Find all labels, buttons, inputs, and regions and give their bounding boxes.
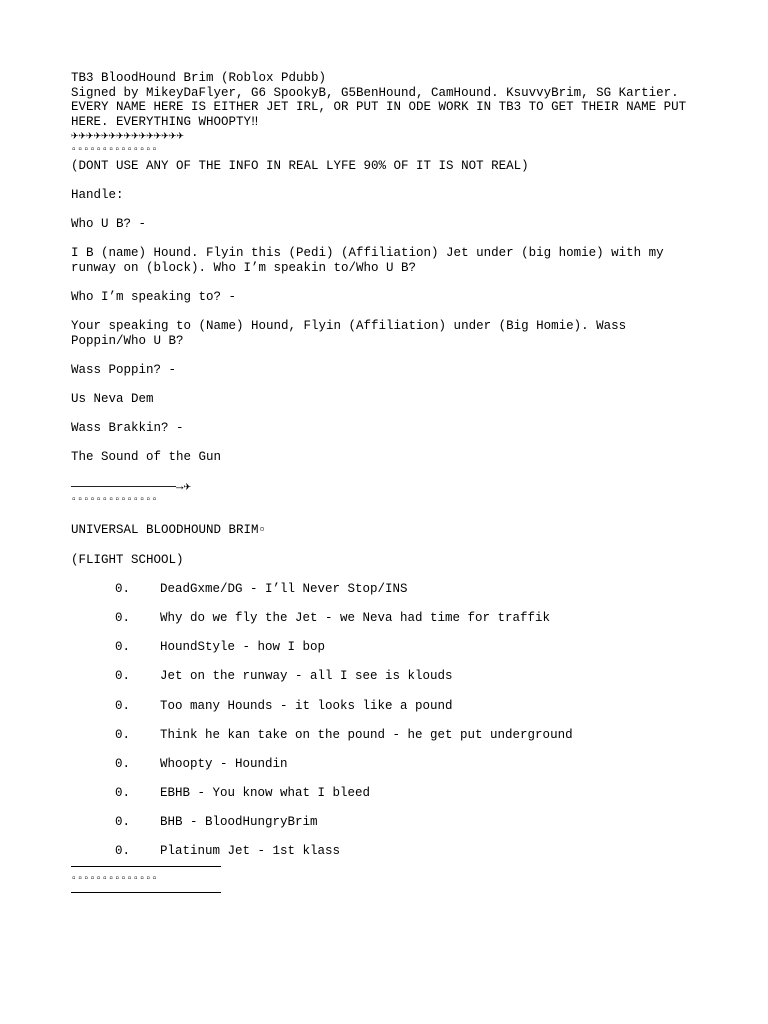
list-item [71,844,701,859]
list-number: 0. [115,756,131,771]
horizontal-rule [71,866,221,867]
list-number: 0. [115,698,131,713]
list-number: 0. [115,786,131,801]
list-number: 0. [115,610,131,625]
box-row: ▫▫▫▫▫▫▫▫▫▫▫▫▫▫ [71,495,158,507]
signed-by-text: Signed by MikeyDaFlyer, G6 SpookyB, G5BenHound, CamHound. KsuvvyBrim, SG Kartier. EVERY NAME HERE IS EITHER JET IRL, OR PUT IN ODE WORK IN TB3 TO GET THEIR NAME PUT HERE. EVERYTHING WHOOPTY‼ [71,85,694,129]
list-number: 0. [115,844,131,859]
answer-wass-brakkin: The Sound of the Gun [71,450,222,465]
list-item [71,815,701,830]
list-item-text: DeadGxme/DG - I’ll Never Stop/INS [160,581,408,596]
disclaimer-text: (DONT USE ANY OF THE INFO IN REAL LYFE 90% OF IT IS NOT REAL) [71,158,529,173]
list-item-text: Why do we fly the Jet - we Neva had time for traffik [160,610,551,625]
list-item [71,757,701,772]
answer-who-speaking: Your speaking to (Name) Hound, Flyin (Affiliation) under (Big Homie). Wass Poppin/Who U B? [71,319,634,348]
question-who-u-b: Who U B? - [71,216,147,231]
list-item [71,699,701,714]
list-number: 0. [115,669,131,684]
box-row: ▫▫▫▫▫▫▫▫▫▫▫▫▫▫ [71,144,158,156]
section-subtitle: (FLIGHT SCHOOL) [71,552,184,567]
question-who-speaking: Who I’m speaking to? - [71,289,237,304]
list-item-text: Too many Hounds - it looks like a pound [160,698,453,713]
handle-label: Handle: [71,187,124,202]
list-item-text: EBHB - You know what I bleed [160,786,371,801]
answer-who-u-b: I B (name) Hound. Flyin this (Pedi) (Affiliation) Jet under (big homie) with my runway on (block). Who I’m speakin to/Who U B? [71,246,672,275]
horizontal-rule [71,892,221,893]
list-item-text: Jet on the runway - all I see is klouds [160,669,453,684]
list-number: 0. [115,640,131,655]
list-item-text: Platinum Jet - 1st klass [160,844,341,859]
plane-row: ✈✈✈✈✈✈✈✈✈✈✈✈✈✈✈ [71,129,184,144]
question-wass-poppin: Wass Poppin? - [71,362,177,377]
document-page [71,71,701,899]
list-item [71,728,701,743]
question-wass-brakkin: Wass Brakkin? - [71,421,184,436]
list-item [71,786,701,801]
document-title: TB3 BloodHound Brim (Roblox Pdubb) [71,71,327,85]
flight-school-list [71,582,701,859]
list-number: 0. [115,581,131,596]
section-title: UNIVERSAL BLOODHOUND BRIM▫ [71,523,267,538]
list-item [71,640,701,655]
list-item-text: Whoopty - Houndin [160,756,288,771]
list-item-text: Think he kan take on the pound - he get put underground [160,727,573,742]
list-item [71,611,701,626]
list-number: 0. [115,815,131,830]
list-item-text: HoundStyle - how I bop [160,640,326,655]
list-item [71,669,701,684]
arrow-divider: ——————————————→✈ [71,479,192,494]
list-item [71,582,701,597]
box-row: ▫▫▫▫▫▫▫▫▫▫▫▫▫▫ [71,874,158,886]
list-item-text: BHB - BloodHungryBrim [160,815,318,830]
answer-wass-poppin: Us Neva Dem [71,392,154,407]
list-number: 0. [115,727,131,742]
